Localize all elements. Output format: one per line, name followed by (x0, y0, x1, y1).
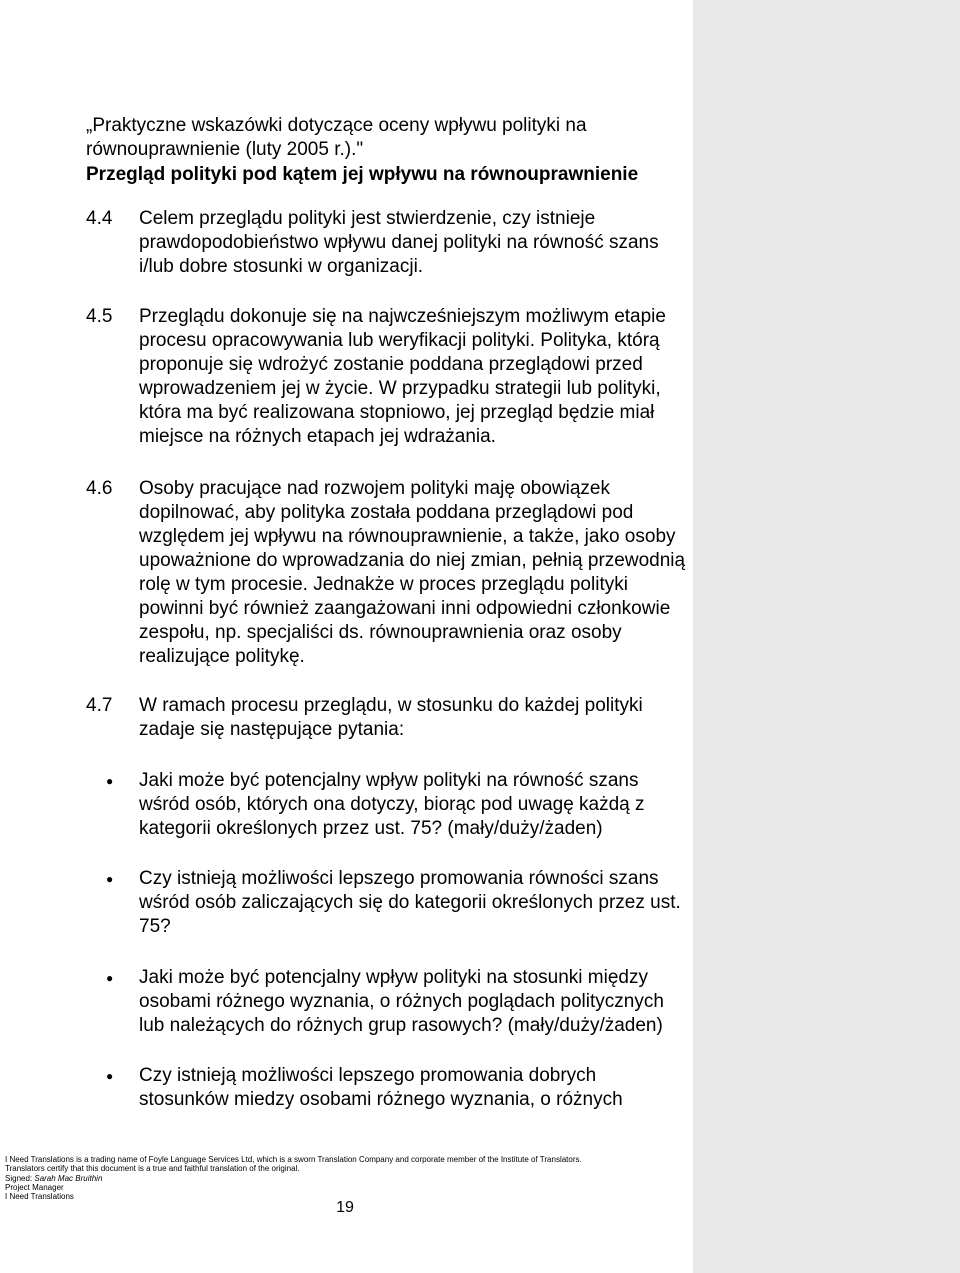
footer-company-note: I Need Translations is a trading name of Foyle Language Services Ltd, which is a sworn Translation Company and corporate member of the Institute of Translators. (5, 1155, 582, 1164)
bullet-question: Czy istnieją możliwości lepszego promowania równości szans wśród osób zaliczających się do kategorii określonych przez ust. 75? (139, 868, 681, 937)
paragraph-number: 4.5 (86, 306, 113, 327)
footer-company: I Need Translations (5, 1192, 74, 1202)
bullet-question: Jaki może być potencjalny wpływ polityki na stosunki między osobami różnego wyznania, o różnych poglądach politycznych lub należących do różnych grup rasowych? (mały/duży/żaden) (139, 967, 664, 1036)
bullet-icon: ● (106, 971, 114, 985)
bullet-icon: ● (106, 1069, 114, 1083)
translation-footer (5, 1155, 685, 1201)
footer-role: Project Manager (5, 1182, 64, 1192)
footer-signed (5, 1174, 685, 1183)
section-title: Przegląd polityki pod kątem jej wpływu na równouprawnienie (86, 164, 639, 185)
bullet-question: Jaki może być potencjalny wpływ polityki na równość szans wśród osób, których ona dotyczy, biorąc pod uwagę każdą z kategorii określonych przez ust. 75? (mały/duży/żaden) (139, 770, 645, 839)
document-heading-quote: „Praktyczne wskazówki dotyczące oceny wpływu polityki na równouprawnienie (luty 2005 r.)." (86, 115, 587, 160)
bullet-question: Czy istnieją możliwości lepszego promowania dobrych stosunków miedzy osobami różnego wyznania, o różnych (139, 1065, 623, 1110)
footer-certification: Translators certify that this document is a true and faithful translation of the original. (5, 1164, 300, 1174)
paragraph-text: Celem przeglądu polityki jest stwierdzenie, czy istnieje prawdopodobieństwo wpływu danej polityki na równość szans i/lub dobre stosunki w organizacji. (139, 208, 659, 277)
paragraph-number: 4.7 (86, 695, 113, 716)
comment-margin-panel (693, 0, 960, 1273)
paragraph-text: Osoby pracujące nad rozwojem polityki maję obowiązek dopilnować, aby polityka została poddana przeglądowi pod względem jej wpływu na równouprawnienie, a także, jako osoby upoważnione do wprowadzania do niej zmian, pełnią przewodnią rolę w tym procesie. Jednakże w proces przeglądu polityki powinni być również zaangażowani inni odpowiedni członkowie zespołu, np. specjaliści ds. równouprawnienia oraz osoby realizujące politykę. (139, 478, 686, 667)
paragraph-number: 4.6 (86, 478, 113, 499)
paragraph-text: Przeglądu dokonuje się na najwcześniejszym możliwym etapie procesu opracowywania lub weryfikacji polityki. Polityka, którą proponuje się wdrożyć zostanie poddana przeglądowi przed wprowadzeniem jej w życie. W przypadku strategii lub polityki, która ma być realizowana stopniowo, jej przegląd będzie miał miejsce na różnych etapach jej wdrażania. (139, 306, 666, 447)
bullet-icon: ● (106, 872, 114, 886)
footer-signed-label: Signed: (5, 1173, 35, 1183)
bullet-icon: ● (106, 774, 114, 788)
footer-signed-name: Sarah Mac Bruithin (34, 1173, 103, 1183)
page-number: 19 (336, 1199, 354, 1216)
paragraph-text: W ramach procesu przeglądu, w stosunku do każdej polityki zadaje się następujące pytania: (139, 695, 643, 740)
paragraph-number: 4.4 (86, 208, 113, 229)
